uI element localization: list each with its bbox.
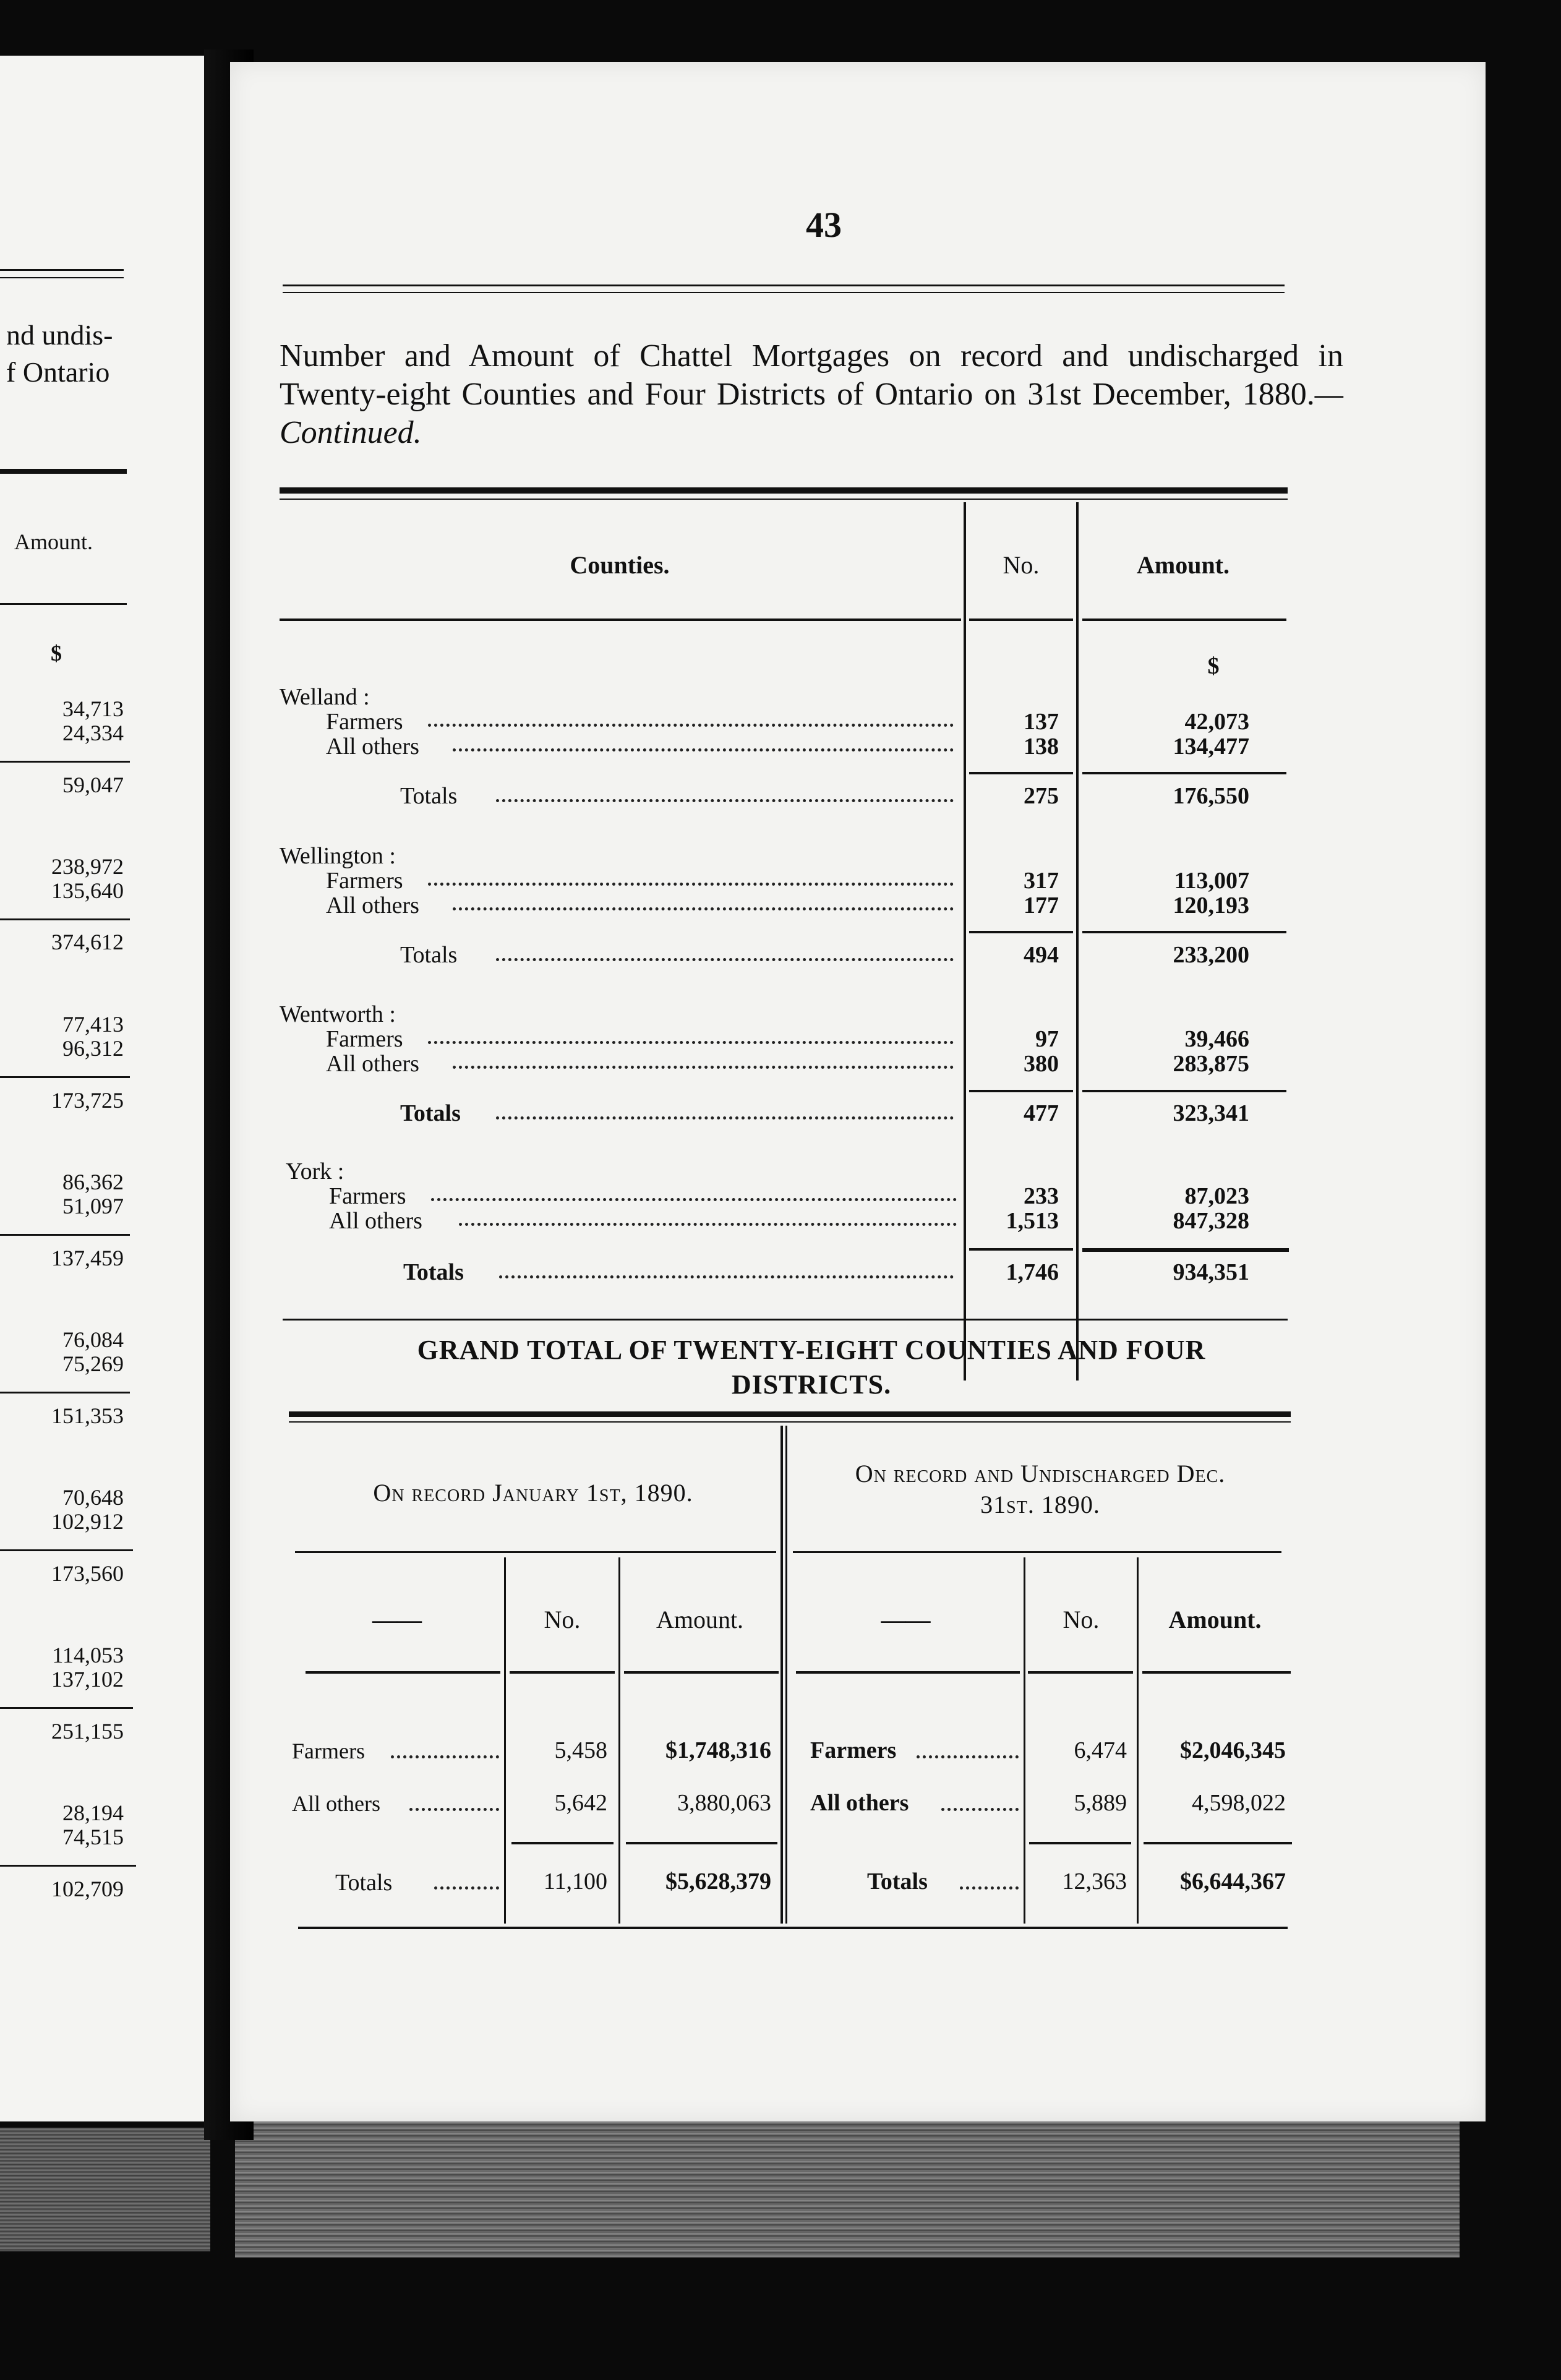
leader-dots bbox=[431, 1198, 957, 1201]
no-value: 380 bbox=[1024, 1051, 1059, 1077]
value: 51,097 bbox=[62, 1194, 124, 1218]
row-label: Farmers bbox=[329, 1183, 406, 1209]
row-label: All others bbox=[326, 892, 419, 918]
row-label: Farmers bbox=[326, 1026, 403, 1052]
subtotal-rule bbox=[969, 1248, 1073, 1251]
column-divider bbox=[1024, 1557, 1025, 1924]
rule bbox=[0, 761, 130, 763]
amount-value: 42,073 bbox=[1184, 709, 1249, 735]
value: 34,713 bbox=[62, 696, 124, 721]
value: 96,312 bbox=[62, 1036, 124, 1061]
totals-no: 1,746 bbox=[1006, 1259, 1059, 1285]
value: 137,102 bbox=[51, 1667, 124, 1692]
subtotal-rule bbox=[511, 1842, 614, 1844]
amount-value: 4,598,022 bbox=[1192, 1790, 1286, 1816]
rule bbox=[0, 1549, 133, 1551]
subtotal-rule bbox=[626, 1842, 777, 1844]
header-no: No. bbox=[1003, 551, 1040, 579]
page bbox=[230, 62, 1486, 2121]
totals-label: Totals bbox=[867, 1868, 928, 1894]
header-rule bbox=[1142, 1671, 1291, 1674]
row-label: All others bbox=[810, 1790, 909, 1816]
row-label: All others bbox=[329, 1208, 422, 1234]
leader-dots bbox=[459, 1223, 957, 1226]
group-header-rule bbox=[295, 1551, 776, 1553]
right-group-header bbox=[790, 1458, 1291, 1520]
value: 251,155 bbox=[51, 1719, 124, 1744]
title-text: Number and Amount of Chattel Mortgages on record and undischarged in Twenty-eight Counties and Four Districts of Ontario on 31st December, 1880. bbox=[280, 338, 1343, 412]
rule bbox=[0, 469, 127, 474]
leader-dots bbox=[941, 1808, 1019, 1811]
rule bbox=[0, 277, 124, 278]
heading-fragment: nd undis- bbox=[6, 319, 113, 351]
grand-total-title-line: DISTRICTS. bbox=[731, 1369, 892, 1400]
amount-value: 847,328 bbox=[1173, 1208, 1249, 1234]
page-edge-left bbox=[0, 2128, 210, 2251]
amount-value: 87,023 bbox=[1184, 1183, 1249, 1209]
leader-dots bbox=[428, 1041, 954, 1044]
totals-amount: 934,351 bbox=[1173, 1259, 1249, 1285]
column-divider bbox=[504, 1557, 506, 1924]
value: 137,459 bbox=[51, 1246, 124, 1270]
header-rule bbox=[1028, 1671, 1133, 1674]
leader-dots bbox=[391, 1755, 499, 1758]
leader-dots bbox=[960, 1886, 1019, 1890]
value: 238,972 bbox=[51, 854, 124, 879]
rule bbox=[0, 603, 127, 605]
currency-symbol: $ bbox=[1207, 653, 1220, 679]
amount-value: $1,748,316 bbox=[665, 1737, 771, 1763]
value: 135,640 bbox=[51, 878, 124, 903]
value: 28,194 bbox=[62, 1800, 124, 1825]
value: 114,053 bbox=[52, 1643, 124, 1667]
header-rule bbox=[280, 619, 961, 621]
totals-amount: 233,200 bbox=[1173, 942, 1249, 968]
leader-dots bbox=[409, 1808, 499, 1811]
grand-table-top-rule bbox=[289, 1411, 1291, 1417]
grand-table-bottom-rule bbox=[298, 1927, 1288, 1929]
grand-table-top-rule bbox=[289, 1421, 1291, 1423]
totals-label: Totals bbox=[335, 1870, 393, 1896]
leader-dots bbox=[496, 799, 954, 802]
amount-value: 3,880,063 bbox=[677, 1790, 771, 1816]
county-name: Welland : bbox=[280, 684, 370, 710]
header-counties: Counties. bbox=[570, 551, 670, 579]
totals-label: Totals bbox=[400, 942, 458, 968]
dash-header: —— bbox=[881, 1606, 931, 1633]
value: 76,084 bbox=[62, 1327, 124, 1352]
amount-value: 39,466 bbox=[1184, 1026, 1249, 1052]
table-title bbox=[280, 337, 1343, 452]
no-value: 5,458 bbox=[554, 1737, 607, 1763]
header-amount: Amount. bbox=[1168, 1606, 1262, 1633]
column-divider bbox=[1137, 1557, 1139, 1924]
subtotal-rule bbox=[1144, 1842, 1292, 1844]
value: 75,269 bbox=[62, 1351, 124, 1376]
top-rule bbox=[283, 285, 1285, 286]
rule bbox=[0, 1865, 136, 1867]
no-value: 317 bbox=[1024, 868, 1059, 894]
column-divider bbox=[1076, 502, 1079, 1380]
column-divider bbox=[785, 1426, 787, 1924]
row-label: Farmers bbox=[326, 868, 403, 894]
value: 74,515 bbox=[62, 1825, 124, 1849]
left-group-header: On record January 1st, 1890. bbox=[373, 1479, 693, 1507]
totals-no: 477 bbox=[1024, 1100, 1059, 1126]
value: 102,912 bbox=[51, 1509, 124, 1534]
subtotal-rule bbox=[969, 931, 1073, 933]
leader-dots bbox=[917, 1755, 1019, 1758]
rule bbox=[0, 1707, 133, 1709]
value: 70,648 bbox=[62, 1485, 124, 1510]
column-divider bbox=[780, 1426, 783, 1924]
value: 102,709 bbox=[51, 1877, 124, 1901]
row-label: Farmers bbox=[326, 709, 403, 735]
row-label: All others bbox=[326, 734, 419, 760]
header-no: No. bbox=[544, 1606, 581, 1633]
value: 77,413 bbox=[62, 1012, 124, 1037]
totals-amount: 323,341 bbox=[1173, 1100, 1249, 1126]
column-header: Amount. bbox=[14, 529, 93, 554]
row-label: Farmers bbox=[810, 1737, 897, 1763]
subtotal-rule bbox=[1082, 1090, 1286, 1092]
header-rule bbox=[306, 1671, 500, 1674]
rule bbox=[0, 1392, 130, 1393]
leader-dots bbox=[434, 1886, 499, 1890]
county-name: Wentworth : bbox=[280, 1001, 396, 1027]
leader-dots bbox=[453, 907, 954, 910]
header-rule bbox=[624, 1671, 779, 1674]
subtotal-rule bbox=[1082, 1248, 1289, 1252]
header-amount: Amount. bbox=[656, 1606, 744, 1633]
header-rule bbox=[1082, 619, 1286, 621]
amount-value: 113,007 bbox=[1174, 868, 1249, 894]
leader-dots bbox=[453, 1066, 954, 1069]
totals-label: Totals bbox=[400, 1100, 461, 1126]
leader-dots bbox=[496, 1116, 954, 1119]
subtotal-rule bbox=[1082, 772, 1286, 774]
header-rule bbox=[510, 1671, 615, 1674]
row-label: All others bbox=[292, 1791, 380, 1816]
value: 374,612 bbox=[51, 930, 124, 954]
value: 151,353 bbox=[51, 1403, 124, 1428]
value: 24,334 bbox=[62, 721, 124, 745]
page-number: 43 bbox=[806, 205, 842, 245]
no-value: 1,513 bbox=[1006, 1208, 1059, 1234]
grand-total-title-line: GRAND TOTAL OF TWENTY-EIGHT COUNTIES AND FOUR bbox=[417, 1335, 1206, 1365]
totals-no: 11,100 bbox=[543, 1868, 607, 1894]
row-label: Farmers bbox=[292, 1739, 365, 1763]
value: 59,047 bbox=[62, 773, 124, 797]
value: 173,725 bbox=[51, 1088, 124, 1113]
no-value: 6,474 bbox=[1074, 1737, 1127, 1763]
leader-dots bbox=[496, 958, 954, 961]
previous-page-fragment bbox=[0, 56, 210, 2121]
currency-symbol: $ bbox=[51, 641, 62, 666]
amount-value: 120,193 bbox=[1173, 892, 1249, 918]
leader-dots bbox=[428, 883, 954, 886]
subtotal-rule bbox=[1029, 1842, 1131, 1844]
subtotal-rule bbox=[969, 772, 1073, 774]
subtotal-rule bbox=[1082, 931, 1286, 933]
no-value: 233 bbox=[1024, 1183, 1059, 1209]
right-header-line: On record and Undischarged Dec. bbox=[855, 1460, 1226, 1487]
title-suffix: —Continued. bbox=[280, 377, 1343, 450]
rule bbox=[0, 1076, 130, 1078]
totals-amount: $5,628,379 bbox=[665, 1868, 771, 1894]
leader-dots bbox=[453, 748, 954, 751]
amount-value: $2,046,345 bbox=[1180, 1737, 1286, 1763]
header-no: No. bbox=[1063, 1606, 1100, 1633]
page-edge-bottom bbox=[235, 2115, 1460, 2258]
table-top-rule bbox=[280, 499, 1288, 500]
amount-value: 134,477 bbox=[1173, 734, 1249, 760]
top-rule bbox=[283, 292, 1285, 293]
totals-no: 275 bbox=[1024, 783, 1059, 809]
header-amount: Amount. bbox=[1136, 551, 1230, 579]
totals-amount: 176,550 bbox=[1173, 783, 1249, 809]
no-value: 137 bbox=[1024, 709, 1059, 735]
no-value: 97 bbox=[1035, 1026, 1059, 1052]
heading-fragment: f Ontario bbox=[6, 356, 110, 388]
table-top-rule bbox=[280, 487, 1288, 494]
no-value: 5,889 bbox=[1074, 1790, 1127, 1816]
row-label: All others bbox=[326, 1051, 419, 1077]
no-value: 5,642 bbox=[554, 1790, 607, 1816]
totals-amount: $6,644,367 bbox=[1180, 1868, 1286, 1894]
no-value: 177 bbox=[1024, 892, 1059, 918]
totals-label: Totals bbox=[403, 1259, 464, 1285]
value: 173,560 bbox=[51, 1561, 124, 1586]
county-name: Wellington : bbox=[280, 843, 396, 869]
county-name: York : bbox=[286, 1158, 344, 1184]
header-rule bbox=[969, 619, 1073, 621]
no-value: 138 bbox=[1024, 734, 1059, 760]
value: 86,362 bbox=[62, 1170, 124, 1194]
totals-no: 494 bbox=[1024, 942, 1059, 968]
dash-header: —— bbox=[372, 1606, 422, 1633]
grand-total-title bbox=[280, 1333, 1343, 1402]
header-rule bbox=[796, 1671, 1020, 1674]
rule bbox=[0, 1234, 130, 1236]
column-divider bbox=[618, 1557, 620, 1924]
totals-label: Totals bbox=[400, 783, 458, 809]
subtotal-rule bbox=[969, 1090, 1073, 1092]
right-header-line: 31st. 1890. bbox=[980, 1491, 1100, 1518]
leader-dots bbox=[499, 1275, 954, 1278]
leader-dots bbox=[428, 724, 954, 727]
totals-no: 12,363 bbox=[1062, 1868, 1127, 1894]
amount-value: 283,875 bbox=[1173, 1051, 1249, 1077]
table-bottom-rule bbox=[283, 1319, 1288, 1321]
group-header-rule bbox=[793, 1551, 1281, 1553]
rule bbox=[0, 269, 124, 271]
rule bbox=[0, 918, 130, 920]
